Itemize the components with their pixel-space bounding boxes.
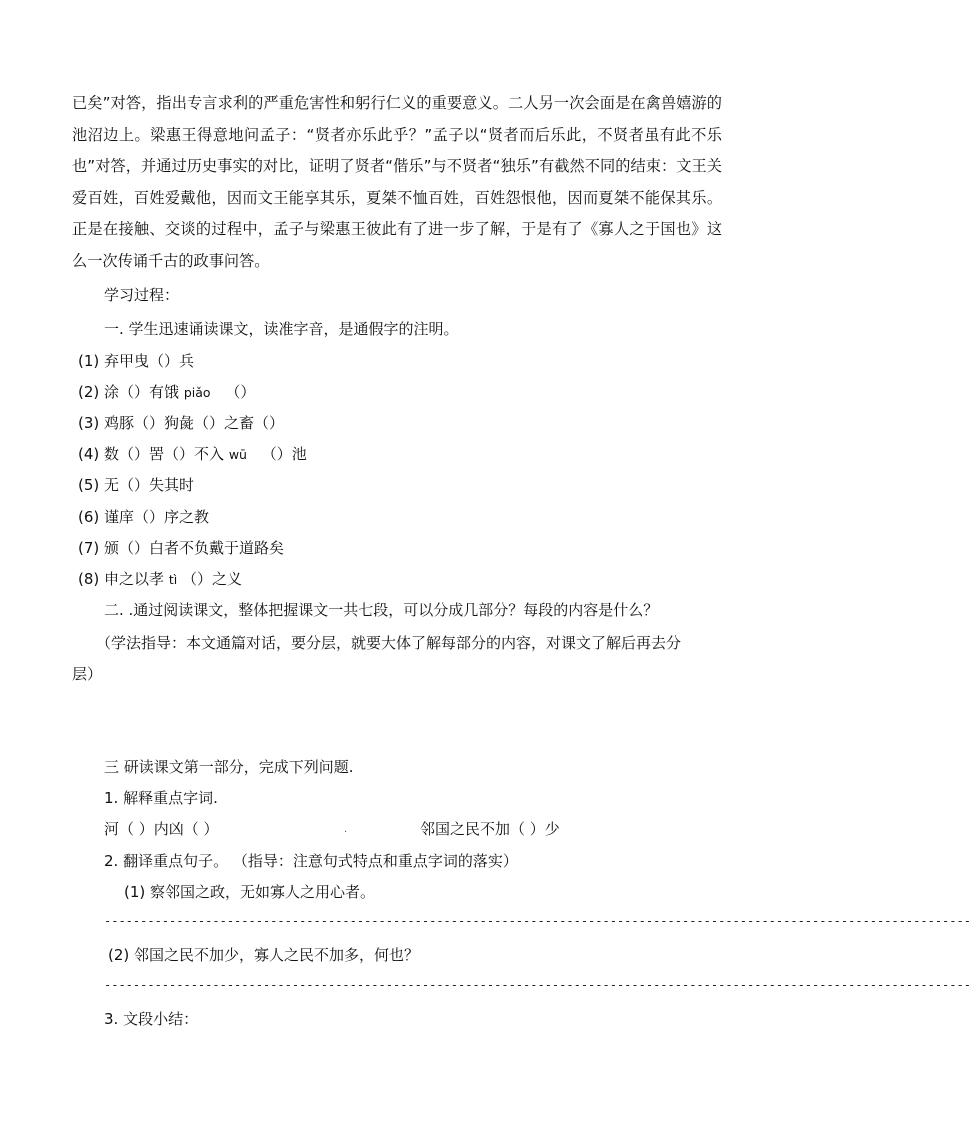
pinyin-note: tì	[168, 572, 178, 587]
list-item: (8) 申之以孝 tì （）之义	[78, 570, 242, 588]
stray-dot: .	[344, 824, 348, 835]
answer-line: ------------------------------------------------------------------------------------------------------------------------	[104, 978, 971, 992]
sentence-1: (1) 察邻国之政，无如寡人之用心者。	[124, 883, 376, 901]
pinyin-note: piǎo	[183, 385, 211, 400]
sentence-2: (2) 邻国之民不加少，寡人之民不加多，何也？	[108, 946, 420, 964]
pinyin-note: wū	[228, 447, 247, 462]
list-item: (1) 弃甲曳（）兵	[78, 352, 195, 370]
process-heading: 学习过程：	[104, 286, 180, 304]
answer-line: ------------------------------------------------------------------------------------------------------------------------	[104, 914, 971, 928]
intro-paragraph: 已矣”对答，指出专言求利的严重危害性和躬行仁义的重要意义。二人另一次会面是在禽兽嬉游的池沼边上。梁惠王得意地问孟子：“贤者亦乐此乎？”孟子以“贤者而后乐此，不贤者虽有此不乐也”对答，并通过历史事实的对比，证明了贤者“偕乐”与不贤者“独乐”有截然不同的结束：文王关爱百姓，百姓爱戴他，因而文王能享其乐，夏桀不恤百姓，百姓怨恨他，因而夏桀不能保其乐。正是在接触、交谈的过程中，孟子与梁惠王彼此有了进一步了解，于是有了《寡人之于国也》这么一次传诵千古的政事问答。	[72, 94, 722, 270]
list-item: (7) 颁（）白者不负戴于道路矣	[78, 539, 285, 557]
section2-guide-cont: 层）	[72, 665, 103, 683]
list-item: (2) 涂（）有饿 piǎo （）	[78, 383, 256, 401]
word-blanks: 河（ ）内凶（ ）	[104, 820, 219, 838]
question-1: 1. 解释重点字词.	[104, 789, 218, 807]
list-item: (4) 数（）罟（）不入 wū （）池	[78, 445, 307, 463]
section1-title: 一. 学生迅速诵读课文，读准字音，是通假字的注明。	[104, 320, 459, 338]
list-item: (6) 谨庠（）序之教	[78, 508, 210, 526]
question-3: 3. 文段小结：	[104, 1010, 199, 1028]
word-blanks: 邻国之民不加（ ）少	[420, 820, 560, 838]
list-item: (3) 鸡豚（）狗彘（）之畜（）	[78, 414, 285, 432]
section2-guide: （学法指导：本文通篇对话，要分层，就要大体了解每部分的内容，对课文了解后再去分	[96, 634, 682, 652]
section3-title: 三 研读课文第一部分，完成下列问题.	[104, 758, 354, 776]
list-item: (5) 无（）失其时	[78, 476, 195, 494]
section2-title: 二. .通过阅读课文，整体把握课文一共七段，可以分成几部分？每段的内容是什么？	[104, 601, 659, 619]
question-2: 2. 翻译重点句子。 （指导：注意句式特点和重点字词的落实）	[104, 852, 518, 870]
